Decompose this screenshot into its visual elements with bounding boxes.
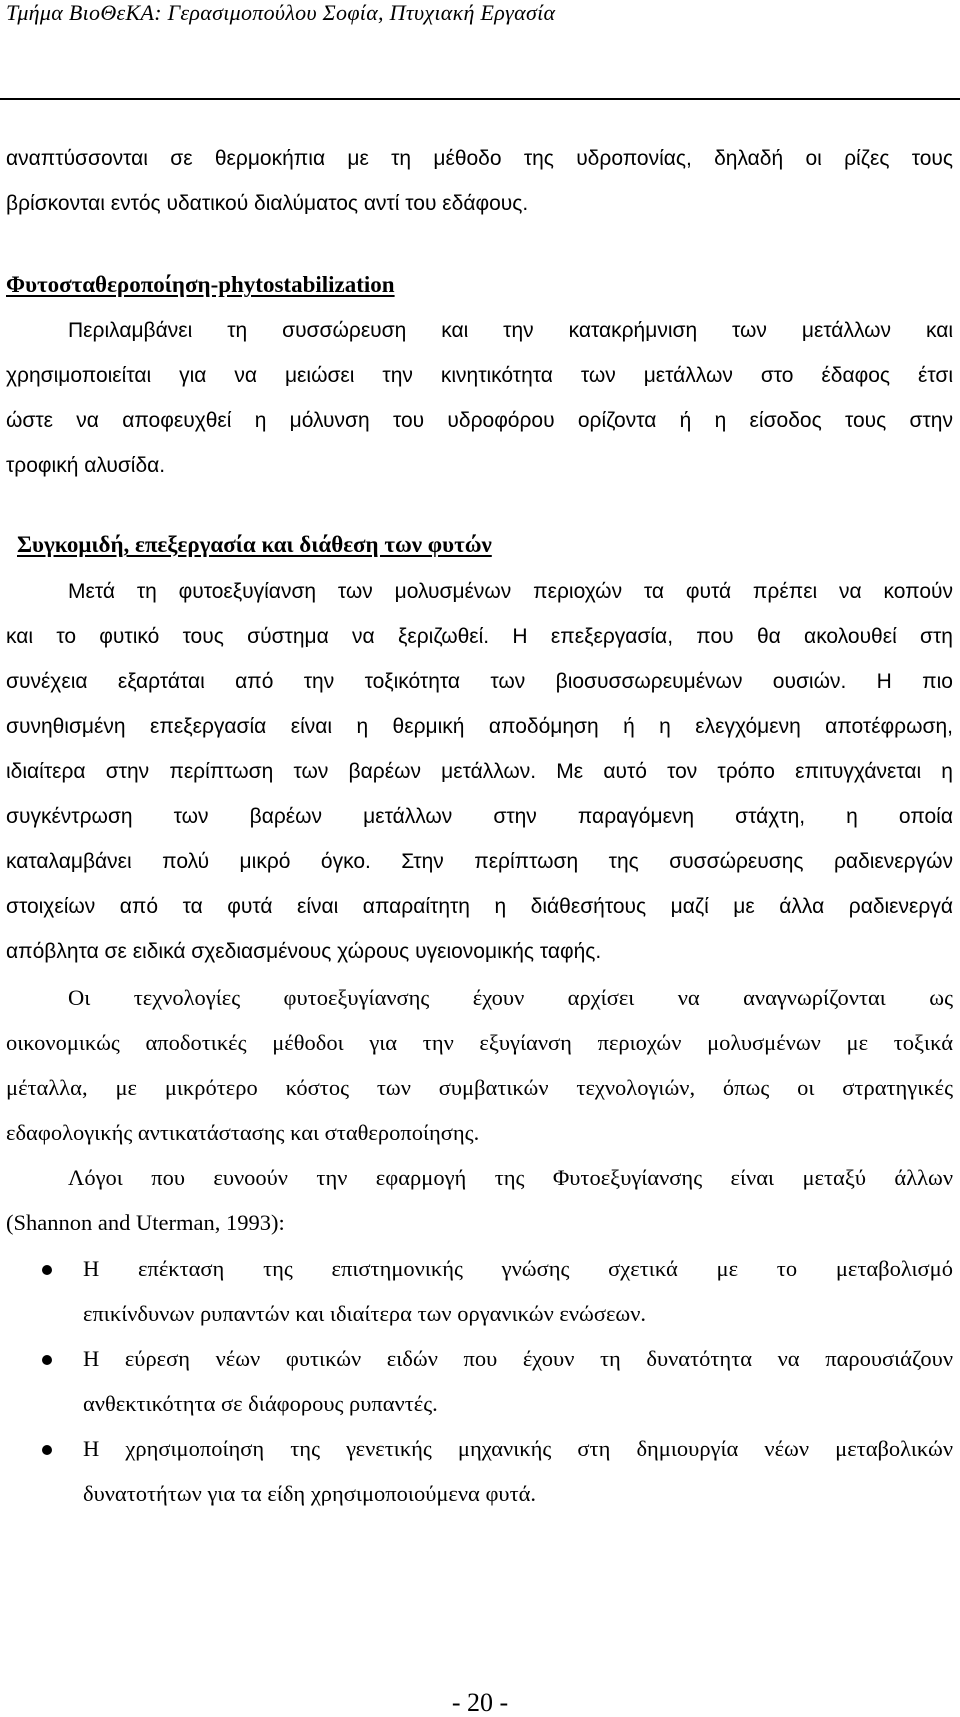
tech-line-3: μέταλλα, με μικρότερο κόστος των συμβατικών τεχνολογιών, όπως οι στρατηγικές — [6, 1075, 953, 1100]
harvest-line-4: συνηθισμένη επεξεργασία είναι η θερμική αποδόμηση ή η ελεγχόμενη αποτέφρωση, — [6, 715, 953, 738]
bullet-2-line-2: ανθεκτικότητα σε διάφορους ρυπαντές. — [83, 1391, 438, 1416]
header-divider — [0, 98, 960, 100]
harvest-line-5: ιδιαίτερα στην περίπτωση των βαρέων μετάλλων. Με αυτό τον τρόπο επιτυγχάνεται η — [6, 760, 953, 783]
harvest-line-6: συγκέντρωση των βαρέων μετάλλων στην παραγόμενη στάχτη, η οποία — [6, 805, 953, 828]
bullet-icon — [42, 1355, 52, 1365]
harvest-line-9: απόβλητα σε ειδικά σχεδιασμένους χώρους υγειονομικής ταφής. — [6, 940, 602, 963]
reasons-line-1: Λόγοι που ευνοούν την εφαρμογή της Φυτοεξυγίανσης είναι μεταξύ άλλων — [68, 1165, 953, 1190]
harvest-line-3: συνέχεια εξαρτάται από την τοξικότητα των βιοσυσσωρευμένων ουσιών. Η πιο — [6, 670, 953, 693]
tech-line-1: Οι τεχνολογίες φυτοεξυγίανσης έχουν αρχίσει να αναγνωρίζονται ως — [68, 985, 953, 1010]
section-heading-phytostabilization: Φυτοσταθεροποίηση-phytostabilization — [6, 272, 395, 297]
section-heading-harvest: Συγκομιδή, επεξεργασία και διάθεση των φυτών — [17, 532, 492, 557]
header-title: Τμήμα ΒιοΘεΚΑ: Γερασιμοπούλου Σοφία, Πτυχιακή Εργασία — [6, 0, 556, 25]
intro-line-1: αναπτύσσονται σε θερμοκήπια με τη μέθοδο της υδροπονίας, δηλαδή οι ρίζες τους — [6, 147, 953, 170]
intro-line-2: βρίσκονται εντός υδατικού διαλύματος αντί του εδάφους. — [6, 192, 529, 215]
harvest-line-2: και το φυτικό τους σύστημα να ξεριζωθεί. Η επεξεργασία, που θα ακολουθεί στη — [6, 625, 953, 648]
phytostab-line-2: χρησιμοποιείται για να μειώσει την κινητικότητα των μετάλλων στο έδαφος έτσι — [6, 364, 953, 387]
page-number: - 20 - — [451, 1688, 509, 1717]
harvest-line-8: στοιχείων από τα φυτά είναι απαραίτητη η διάθεσήτους μαζί με άλλα ραδιενεργά — [6, 895, 953, 918]
harvest-line-1: Μετά τη φυτοεξυγίανση των μολυσμένων περιοχών τα φυτά πρέπει να κοπούν — [68, 580, 953, 603]
bullet-3-line-2: δυνατοτήτων για τα είδη χρησιμοποιούμενα φυτά. — [83, 1481, 537, 1506]
bullet-2-line-1: Η εύρεση νέων φυτικών ειδών που έχουν τη δυνατότητα να παρουσιάζουν — [83, 1346, 953, 1371]
phytostab-line-3: ώστε να αποφευχθεί η μόλυνση του υδροφόρου ορίζοντα ή η είσοδος τους στην — [6, 409, 953, 432]
bullet-1-line-2: επικίνδυνων ρυπαντών και ιδιαίτερα των οργανικών ενώσεων. — [83, 1301, 647, 1326]
page-header — [0, 0, 960, 100]
harvest-line-7: καταλαμβάνει πολύ μικρό όγκο. Στην περίπτωση της συσσώρευσης ραδιενεργών — [6, 850, 953, 873]
reasons-line-2: (Shannon and Uterman, 1993): — [6, 1210, 285, 1235]
bullet-1-line-1: Η επέκταση της επιστημονικής γνώσης σχετικά με το μεταβολισμό — [83, 1256, 953, 1281]
phytostab-line-4: τροφική αλυσίδα. — [6, 454, 166, 477]
bullet-icon — [42, 1445, 52, 1455]
bullet-3-line-1: Η χρησιμοποίηση της γενετικής μηχανικής στη δημιουργία νέων μεταβολικών — [83, 1436, 953, 1461]
tech-line-2: οικονομικώς αποδοτικές μέθοδοι για την εξυγίανση περιοχών μολυσμένων με τοξικά — [6, 1030, 953, 1055]
phytostab-line-1: Περιλαμβάνει τη συσσώρευση και την κατακρήμνιση των μετάλλων και — [68, 319, 953, 342]
tech-line-4: εδαφολογικής αντικατάστασης και σταθεροποίησης. — [6, 1120, 480, 1145]
bullet-icon — [42, 1265, 52, 1275]
